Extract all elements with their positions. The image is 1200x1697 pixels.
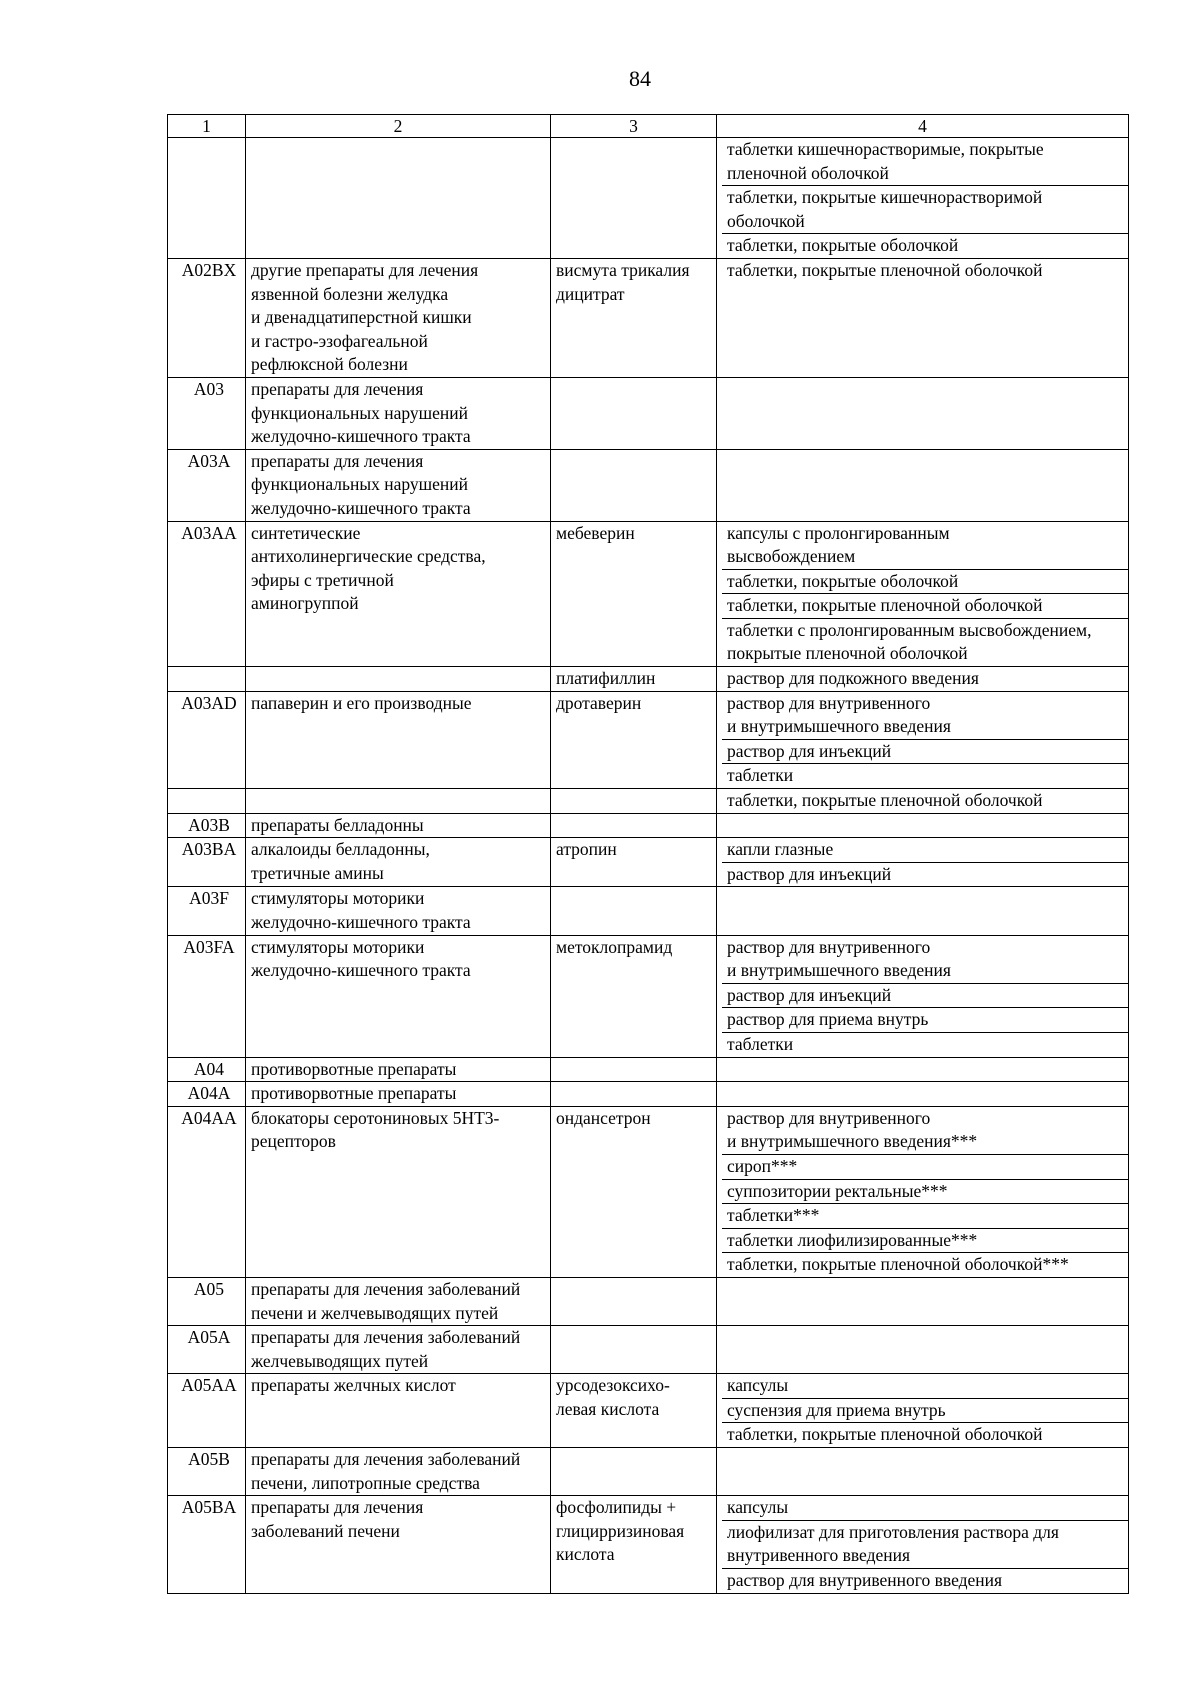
dosage-form-item bbox=[722, 692, 1128, 740]
dosage-form-item bbox=[722, 1008, 1128, 1033]
group-text-line: блокаторы серотониновых 5HT3- bbox=[251, 1107, 500, 1128]
dosage-form-item bbox=[722, 740, 1128, 765]
dosage-form-item bbox=[722, 936, 1128, 984]
group-text-line: препараты для лечения заболеваний bbox=[251, 1327, 521, 1348]
dosage-form-item bbox=[722, 1253, 1128, 1277]
dosage-forms-cell bbox=[717, 789, 1129, 814]
dosage-form-text-line: капсулы bbox=[727, 1497, 789, 1518]
drug-list-table bbox=[167, 114, 1129, 1594]
drug-text-line: платифиллин bbox=[556, 668, 656, 689]
pharmacological-group-cell bbox=[246, 1326, 551, 1374]
dosage-form-text-line: таблетки, покрытые оболочкой bbox=[727, 570, 959, 591]
dosage-forms-cell bbox=[717, 1326, 1129, 1374]
group-text-line: желудочно-кишечного тракта bbox=[251, 912, 471, 932]
column-number-row bbox=[168, 115, 1129, 138]
column-number: 2 bbox=[246, 115, 551, 138]
dosage-forms-cell bbox=[717, 887, 1129, 935]
group-text-line: препараты белладонны bbox=[251, 814, 424, 835]
dosage-form-text-line: и внутримышечного введения bbox=[727, 716, 951, 737]
dosage-forms-cell bbox=[717, 521, 1129, 667]
dosage-form-item bbox=[722, 1107, 1128, 1155]
dosage-form-text-line: таблетки кишечнорастворимые, покрытые bbox=[727, 139, 1044, 159]
dosage-form-item bbox=[722, 619, 1128, 666]
atc-code-cell: A03B bbox=[168, 813, 246, 838]
drug-text-line: глицирризиновая bbox=[556, 1520, 685, 1541]
dosage-form-text-line: таблетки bbox=[727, 765, 794, 786]
dosage-forms-cell bbox=[717, 449, 1129, 521]
dosage-form-text-line: таблетки, покрытые пленочной оболочкой bbox=[727, 1424, 1043, 1445]
dosage-form-item bbox=[722, 1180, 1128, 1205]
group-text-line: алкалоиды белладонны, bbox=[251, 839, 430, 860]
dosage-form-text-line: таблетки с пролонгированным высвобождением, bbox=[727, 619, 1092, 640]
dosage-forms-cell bbox=[717, 1277, 1129, 1325]
atc-code-cell bbox=[168, 138, 246, 259]
group-text-line: синтетические bbox=[251, 522, 361, 543]
atc-code-cell: A05BA bbox=[168, 1496, 246, 1593]
group-text-line: желудочно-кишечного тракта bbox=[251, 426, 471, 447]
group-text-line: препараты желчных кислот bbox=[251, 1375, 456, 1396]
table-row bbox=[168, 691, 1129, 788]
group-text-line: аминогруппой bbox=[251, 593, 359, 614]
group-text-line: третичные амины bbox=[251, 862, 384, 883]
column-number: 1 bbox=[168, 115, 246, 138]
pharmacological-group-cell bbox=[246, 667, 551, 692]
dosage-form-item bbox=[722, 1399, 1128, 1424]
dosage-form-text-line: таблетки лиофилизированные*** bbox=[727, 1229, 978, 1250]
dosage-form-text-line: таблетки, покрытые пленочной оболочкой bbox=[727, 790, 1043, 811]
table-row bbox=[168, 789, 1129, 814]
atc-code-cell: A03 bbox=[168, 377, 246, 449]
dosage-forms-cell bbox=[717, 1057, 1129, 1082]
atc-code-cell: A03BA bbox=[168, 838, 246, 887]
dosage-forms-cell bbox=[717, 1106, 1129, 1277]
drug-name-cell bbox=[551, 1448, 717, 1496]
atc-code-cell: A03F bbox=[168, 887, 246, 935]
drug-text-line: висмута трикалия bbox=[556, 259, 690, 280]
dosage-form-text-line: таблетки, покрытые пленочной оболочкой*** bbox=[727, 1254, 1069, 1275]
dosage-forms-cell bbox=[717, 935, 1129, 1057]
pharmacological-group-cell bbox=[246, 138, 551, 259]
drug-text-line: атропин bbox=[556, 839, 617, 860]
group-text-line: другие препараты для лечения bbox=[251, 259, 479, 280]
group-text-line: и двенадцатиперстной кишки bbox=[251, 307, 472, 328]
dosage-forms-cell bbox=[717, 691, 1129, 788]
pharmacological-group-cell bbox=[246, 1374, 551, 1448]
drug-name-cell bbox=[551, 1277, 717, 1325]
atc-code-cell: A02BX bbox=[168, 258, 246, 377]
pharmacological-group-cell bbox=[246, 691, 551, 788]
dosage-forms-cell bbox=[717, 838, 1129, 887]
pharmacological-group-cell bbox=[246, 377, 551, 449]
table-row bbox=[168, 138, 1129, 259]
table-row bbox=[168, 521, 1129, 667]
dosage-form-item bbox=[722, 1374, 1128, 1399]
dosage-form-text-line: сироп*** bbox=[727, 1155, 798, 1176]
dosage-form-item bbox=[722, 863, 1128, 887]
drug-text-line: мебеверин bbox=[556, 522, 635, 543]
dosage-form-item bbox=[722, 234, 1128, 258]
group-text-line: язвенной болезни желудка bbox=[251, 283, 449, 304]
drug-name-cell bbox=[551, 1496, 717, 1593]
atc-code-cell: A04 bbox=[168, 1057, 246, 1082]
atc-code-cell: A05 bbox=[168, 1277, 246, 1325]
group-text-line: противорвотные препараты bbox=[251, 1058, 457, 1079]
dosage-form-text-line: таблетки, покрытые кишечнорастворимой bbox=[727, 187, 1043, 208]
drug-name-cell bbox=[551, 1106, 717, 1277]
dosage-form-item bbox=[722, 186, 1128, 234]
dosage-forms-cell bbox=[717, 1496, 1129, 1593]
dosage-form-text-line: высвобождением bbox=[727, 546, 856, 567]
group-text-line: стимуляторы моторики bbox=[251, 936, 425, 957]
drug-name-cell bbox=[551, 838, 717, 887]
dosage-form-item bbox=[722, 1521, 1128, 1569]
table-row bbox=[168, 1448, 1129, 1496]
atc-code-cell: A04AA bbox=[168, 1106, 246, 1277]
dosage-form-item bbox=[722, 984, 1128, 1009]
drug-name-cell bbox=[551, 813, 717, 838]
dosage-form-text-line: пленочной оболочкой bbox=[727, 162, 889, 183]
pharmacological-group-cell bbox=[246, 1057, 551, 1082]
column-number: 3 bbox=[551, 115, 717, 138]
group-text-line: препараты для лечения bbox=[251, 450, 424, 471]
dosage-form-text-line: капсулы bbox=[727, 1375, 789, 1396]
group-text-line: желудочно-кишечного тракта bbox=[251, 497, 471, 518]
group-text-line: препараты для лечения заболеваний bbox=[251, 1449, 521, 1470]
atc-code-cell: A05A bbox=[168, 1326, 246, 1374]
dosage-form-text-line: раствор для внутривенного bbox=[727, 936, 931, 957]
atc-code-cell: A03AA bbox=[168, 521, 246, 667]
dosage-forms-cell bbox=[717, 667, 1129, 692]
group-text-line: препараты для лечения bbox=[251, 1497, 424, 1518]
dosage-form-text-line: суспензия для приема внутрь bbox=[727, 1399, 946, 1420]
pharmacological-group-cell bbox=[246, 1496, 551, 1593]
group-text-line: печени и желчевыводящих путей bbox=[251, 1302, 499, 1323]
atc-code-cell: A04A bbox=[168, 1082, 246, 1107]
group-text-line: препараты для лечения заболеваний bbox=[251, 1278, 521, 1299]
dosage-form-text-line: капсулы с пролонгированным bbox=[727, 522, 950, 543]
dosage-form-text-line: раствор для инъекций bbox=[727, 863, 892, 884]
drug-name-cell bbox=[551, 935, 717, 1057]
dosage-form-text-line: раствор для приема внутрь bbox=[727, 1009, 929, 1030]
table-row bbox=[168, 1057, 1129, 1082]
group-text-line: заболеваний печени bbox=[251, 1520, 400, 1541]
dosage-form-text-line: раствор для инъекций bbox=[727, 740, 892, 761]
pharmacological-group-cell bbox=[246, 1082, 551, 1107]
dosage-forms-cell bbox=[717, 1374, 1129, 1448]
drug-name-cell bbox=[551, 1374, 717, 1448]
table-row bbox=[168, 377, 1129, 449]
drug-name-cell bbox=[551, 521, 717, 667]
dosage-forms-cell bbox=[717, 813, 1129, 838]
dosage-form-item bbox=[722, 764, 1128, 788]
dosage-form-item bbox=[722, 789, 1128, 813]
atc-code-cell: A05AA bbox=[168, 1374, 246, 1448]
drug-text-line: урсодезоксихо- bbox=[556, 1375, 670, 1396]
drug-text-line: ондансетрон bbox=[556, 1107, 651, 1128]
table-row bbox=[168, 667, 1129, 692]
group-text-line: функциональных нарушений bbox=[251, 474, 468, 495]
dosage-form-item bbox=[722, 259, 1128, 283]
pharmacological-group-cell bbox=[246, 449, 551, 521]
group-text-line: противорвотные препараты bbox=[251, 1083, 457, 1104]
drug-name-cell bbox=[551, 789, 717, 814]
dosage-forms-cell bbox=[717, 138, 1129, 259]
drug-name-cell bbox=[551, 449, 717, 521]
table-row bbox=[168, 813, 1129, 838]
pharmacological-group-cell bbox=[246, 887, 551, 935]
atc-code-cell: A03FA bbox=[168, 935, 246, 1057]
dosage-form-item bbox=[722, 1229, 1128, 1254]
dosage-form-text-line: внутривенного введения bbox=[727, 1545, 911, 1566]
pharmacological-group-cell bbox=[246, 1106, 551, 1277]
dosage-form-text-line: лиофилизат для приготовления раствора для bbox=[727, 1521, 1059, 1542]
dosage-form-text-line: раствор для внутривенного bbox=[727, 1107, 931, 1128]
group-text-line: и гастро-эзофагеальной bbox=[251, 330, 428, 351]
dosage-form-text-line: таблетки, покрытые оболочкой bbox=[727, 235, 959, 256]
drug-name-cell bbox=[551, 258, 717, 377]
table-row bbox=[168, 1326, 1129, 1374]
atc-code-cell: A05B bbox=[168, 1448, 246, 1496]
dosage-form-text-line: раствор для внутривенного bbox=[727, 692, 931, 713]
table-row bbox=[168, 258, 1129, 377]
drug-name-cell bbox=[551, 887, 717, 935]
dosage-form-text-line: таблетки, покрытые пленочной оболочкой bbox=[727, 259, 1043, 280]
atc-code-cell bbox=[168, 789, 246, 814]
dosage-form-text-line: раствор для внутривенного введения bbox=[727, 1570, 1003, 1591]
atc-code-cell: A03A bbox=[168, 449, 246, 521]
dosage-form-text-line: раствор для инъекций bbox=[727, 984, 892, 1005]
group-text-line: эфиры с третичной bbox=[251, 569, 394, 590]
dosage-form-item bbox=[722, 570, 1128, 595]
dosage-form-item bbox=[722, 1423, 1128, 1447]
pharmacological-group-cell bbox=[246, 838, 551, 887]
pharmacological-group-cell bbox=[246, 813, 551, 838]
dosage-form-item bbox=[722, 838, 1128, 863]
group-text-line: печени, липотропные средства bbox=[251, 1472, 480, 1493]
dosage-form-item bbox=[722, 1204, 1128, 1229]
drug-text-line: левая кислота bbox=[556, 1398, 660, 1419]
dosage-form-item bbox=[722, 522, 1128, 570]
group-text-line: антихолинергические средства, bbox=[251, 546, 486, 567]
drug-name-cell bbox=[551, 1326, 717, 1374]
dosage-form-text-line: суппозитории ректальные*** bbox=[727, 1180, 948, 1201]
dosage-forms-cell bbox=[717, 1448, 1129, 1496]
dosage-form-text-line: и внутримышечного введения bbox=[727, 960, 951, 981]
pharmacological-group-cell bbox=[246, 789, 551, 814]
group-text-line: рецепторов bbox=[251, 1131, 336, 1152]
drug-name-cell bbox=[551, 667, 717, 692]
dosage-form-text-line: раствор для подкожного введения bbox=[727, 668, 979, 689]
page-number: 84 bbox=[629, 66, 651, 91]
dosage-form-text-line: таблетки, покрытые пленочной оболочкой bbox=[727, 595, 1043, 616]
drug-text-line: дицитрат bbox=[556, 283, 625, 304]
group-text-line: папаверин и его производные bbox=[251, 692, 472, 713]
dosage-form-item bbox=[722, 1033, 1128, 1057]
dosage-form-text-line: и внутримышечного введения*** bbox=[727, 1131, 978, 1152]
drug-name-cell bbox=[551, 138, 717, 259]
table-row bbox=[168, 449, 1129, 521]
dosage-forms-cell bbox=[717, 1082, 1129, 1107]
pharmacological-group-cell bbox=[246, 258, 551, 377]
table-row bbox=[168, 1374, 1129, 1448]
group-text-line: функциональных нарушений bbox=[251, 402, 468, 423]
atc-code-cell: A03AD bbox=[168, 691, 246, 788]
dosage-form-text-line: покрытые пленочной оболочкой bbox=[727, 643, 968, 664]
dosage-form-text-line: таблетки bbox=[727, 1033, 794, 1054]
drug-text-line: дротаверин bbox=[556, 692, 642, 713]
dosage-forms-cell bbox=[717, 377, 1129, 449]
pharmacological-group-cell bbox=[246, 1277, 551, 1325]
pharmacological-group-cell bbox=[246, 935, 551, 1057]
dosage-form-item bbox=[722, 1569, 1128, 1593]
dosage-form-item bbox=[722, 1155, 1128, 1180]
table-row bbox=[168, 1106, 1129, 1277]
drug-text-line: кислота bbox=[556, 1544, 615, 1565]
table-row bbox=[168, 838, 1129, 887]
group-text-line: желчевыводящих путей bbox=[251, 1350, 429, 1371]
dosage-form-text-line: таблетки*** bbox=[727, 1205, 820, 1226]
drug-name-cell bbox=[551, 377, 717, 449]
pharmacological-group-cell bbox=[246, 521, 551, 667]
drug-text-line: фосфолипиды + bbox=[556, 1497, 677, 1518]
table-row bbox=[168, 887, 1129, 935]
table-row bbox=[168, 1277, 1129, 1325]
drug-name-cell bbox=[551, 691, 717, 788]
group-text-line: препараты для лечения bbox=[251, 378, 424, 399]
dosage-form-item bbox=[722, 138, 1128, 186]
pharmacological-group-cell bbox=[246, 1448, 551, 1496]
table-row bbox=[168, 1082, 1129, 1107]
group-text-line: желудочно-кишечного тракта bbox=[251, 960, 471, 981]
drug-name-cell bbox=[551, 1082, 717, 1107]
drug-name-cell bbox=[551, 1057, 717, 1082]
group-text-line: рефлюксной болезни bbox=[251, 354, 408, 375]
table-row bbox=[168, 1496, 1129, 1593]
dosage-form-item bbox=[722, 594, 1128, 619]
group-text-line: стимуляторы моторики bbox=[251, 888, 425, 909]
table-row bbox=[168, 935, 1129, 1057]
drug-text-line: метоклопрамид bbox=[556, 936, 673, 957]
atc-code-cell bbox=[168, 667, 246, 692]
dosage-forms-cell bbox=[717, 258, 1129, 377]
column-number: 4 bbox=[717, 115, 1129, 138]
dosage-form-item bbox=[722, 1496, 1128, 1521]
dosage-form-text-line: оболочкой bbox=[727, 210, 805, 231]
dosage-form-text-line: капли глазные bbox=[727, 839, 834, 860]
dosage-form-item bbox=[722, 667, 1128, 691]
